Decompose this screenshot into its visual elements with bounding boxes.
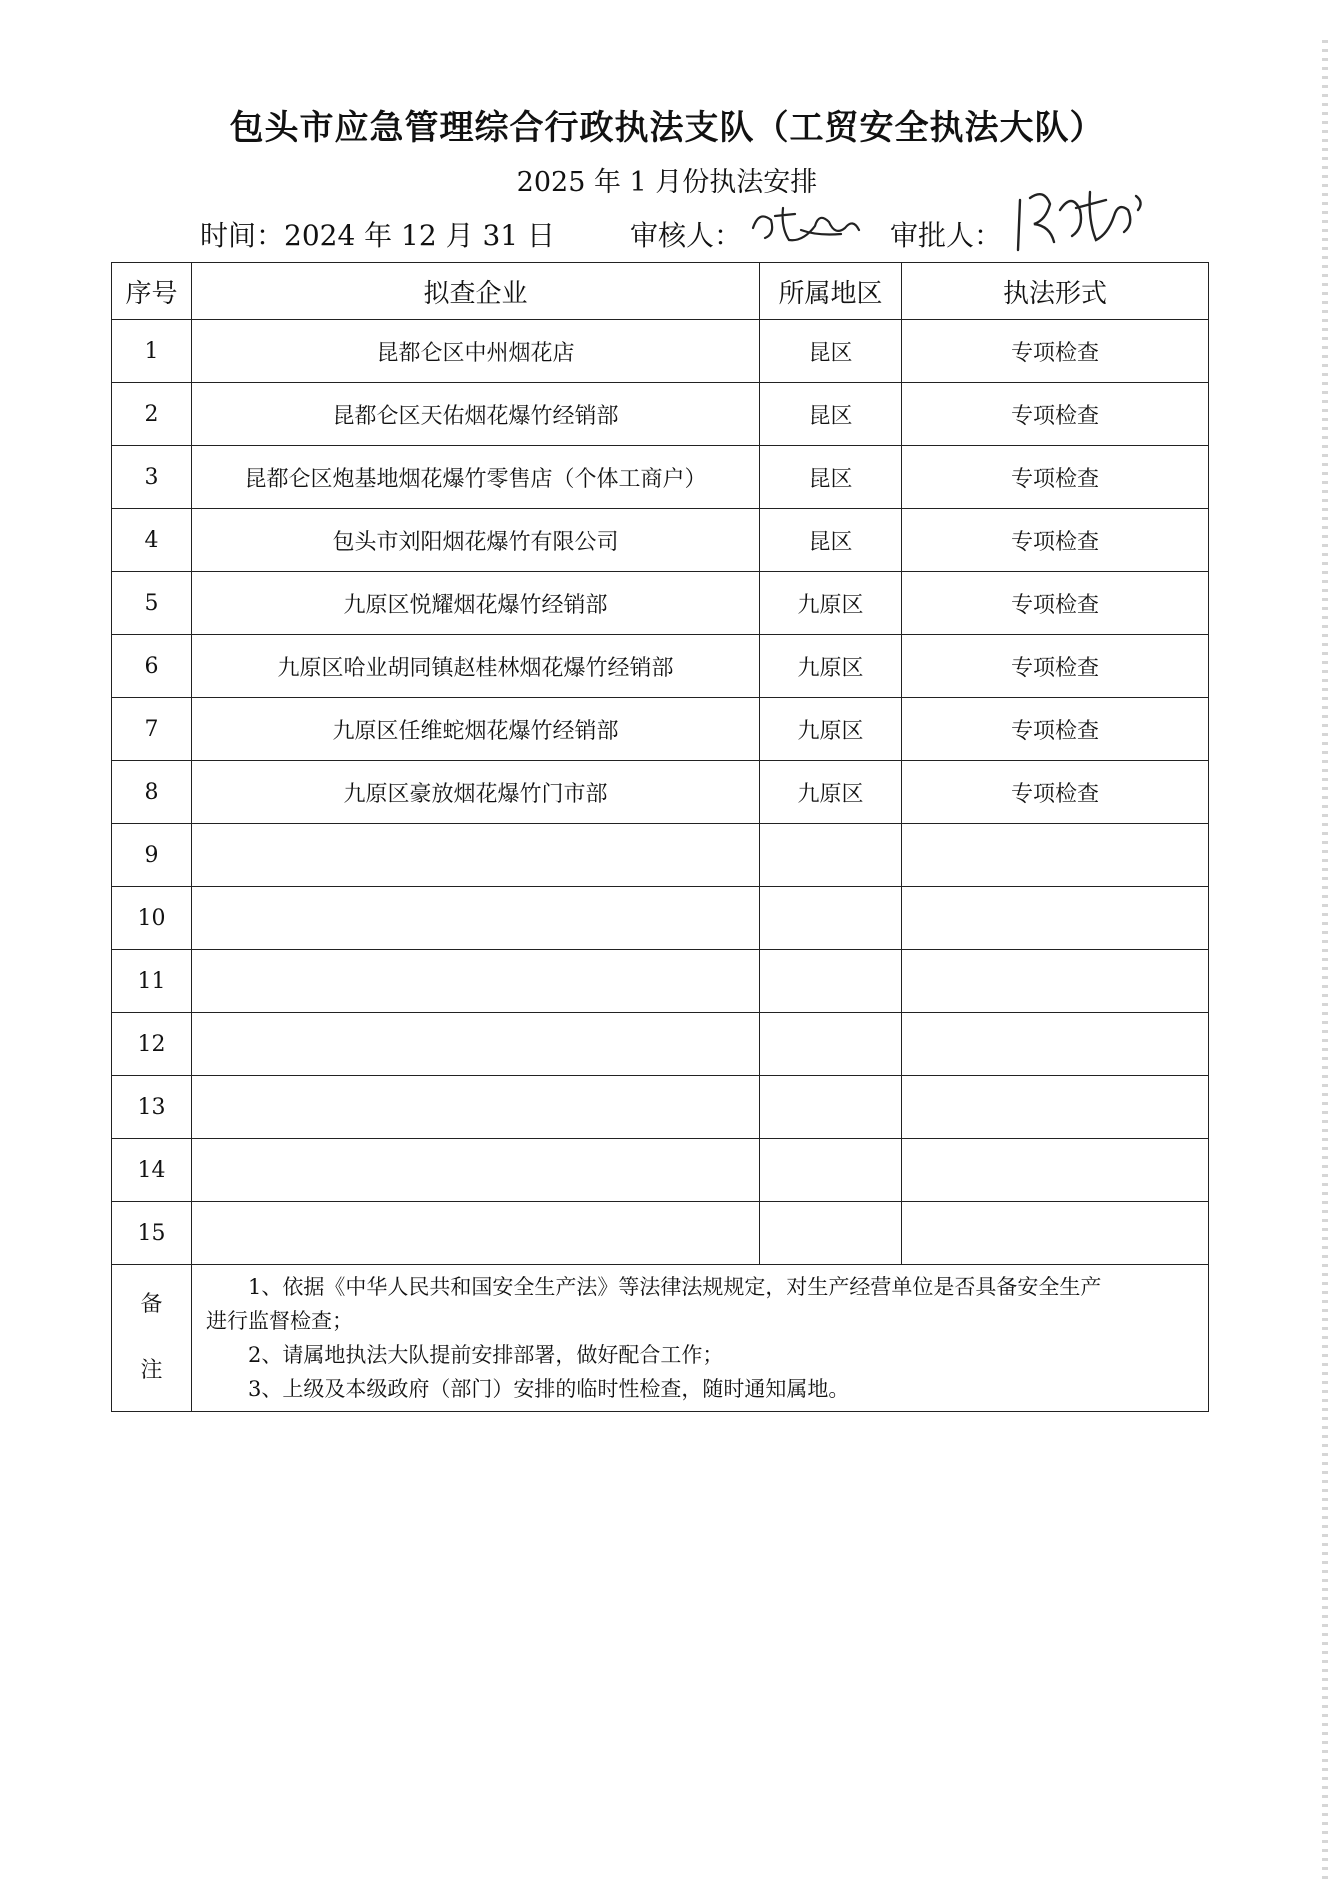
remarks-label-char-2: 注 (140, 1358, 163, 1383)
row-region: 九原区 (760, 698, 902, 761)
row-no: 1 (112, 320, 192, 383)
table-row (112, 1202, 1209, 1265)
row-company: 昆都仑区中州烟花店 (192, 320, 760, 383)
table-row (112, 320, 1209, 383)
scan-edge-artifact (1322, 40, 1328, 1880)
table-row (112, 509, 1209, 572)
row-region: 昆区 (760, 383, 902, 446)
table-row (112, 1013, 1209, 1076)
row-company (192, 1076, 760, 1139)
row-no: 8 (112, 761, 192, 824)
row-company: 九原区悦耀烟花爆竹经销部 (192, 572, 760, 635)
table-row (112, 383, 1209, 446)
row-region (760, 887, 902, 950)
remark-line-3: 3、上级及本级政府（部门）安排的临时性检查，随时通知属地。 (248, 1377, 850, 1401)
row-region (760, 1076, 902, 1139)
table-header-row (112, 263, 1209, 320)
table-row (112, 698, 1209, 761)
table-row (112, 446, 1209, 509)
header-region: 所属地区 (760, 263, 902, 320)
remark-line-1: 1、依据《中华人民共和国安全生产法》等法律法规规定，对生产经营单位是否具备安全生产 (248, 1275, 1102, 1299)
row-form (902, 887, 1209, 950)
row-region: 九原区 (760, 572, 902, 635)
row-company: 九原区哈业胡同镇赵桂林烟花爆竹经销部 (192, 635, 760, 698)
table-row (112, 761, 1209, 824)
page-title: 包头市应急管理综合行政执法支队（工贸安全执法大队） (229, 108, 1105, 148)
row-form: 专项检查 (902, 635, 1209, 698)
row-no: 11 (112, 950, 192, 1013)
remark-line-1-cont: 进行监督检查； (206, 1309, 353, 1333)
remarks-row (112, 1265, 1209, 1412)
table-row (112, 1076, 1209, 1139)
row-no: 4 (112, 509, 192, 572)
row-form (902, 950, 1209, 1013)
row-company: 九原区豪放烟花爆竹门市部 (192, 761, 760, 824)
row-company: 包头市刘阳烟花爆竹有限公司 (192, 509, 760, 572)
row-form: 专项检查 (902, 572, 1209, 635)
row-company (192, 1139, 760, 1202)
row-company: 九原区任维蛇烟花爆竹经销部 (192, 698, 760, 761)
table-row (112, 824, 1209, 887)
row-region (760, 1202, 902, 1265)
header-no: 序号 (112, 263, 192, 320)
row-region: 昆区 (760, 509, 902, 572)
row-company: 昆都仑区炮基地烟花爆竹零售店（个体工商户） (192, 446, 760, 509)
header-company: 拟查企业 (192, 263, 760, 320)
row-form: 专项检查 (902, 761, 1209, 824)
row-form: 专项检查 (902, 320, 1209, 383)
row-form (902, 1013, 1209, 1076)
reviewer-label: 审核人： (630, 219, 743, 252)
enforcement-schedule-table (111, 262, 1209, 1412)
row-company (192, 1202, 760, 1265)
row-region (760, 950, 902, 1013)
row-no: 3 (112, 446, 192, 509)
row-company (192, 824, 760, 887)
remark-line-2: 2、请属地执法大队提前安排部署，做好配合工作； (248, 1343, 724, 1367)
table-row (112, 635, 1209, 698)
remarks-label-char-1: 备 (140, 1292, 163, 1317)
row-form (902, 824, 1209, 887)
row-form (902, 1202, 1209, 1265)
row-form: 专项检查 (902, 698, 1209, 761)
approver-signature (1010, 180, 1150, 255)
row-no: 15 (112, 1202, 192, 1265)
row-company (192, 950, 760, 1013)
row-region: 昆区 (760, 320, 902, 383)
row-no: 2 (112, 383, 192, 446)
row-no: 14 (112, 1139, 192, 1202)
row-form (902, 1076, 1209, 1139)
row-company (192, 887, 760, 950)
date-line: 时间：2024 年 12 月 31 日 (200, 219, 556, 252)
reviewer-signature (745, 198, 865, 248)
approver-label: 审批人： (890, 219, 1003, 252)
row-no: 7 (112, 698, 192, 761)
row-region: 九原区 (760, 761, 902, 824)
remarks-content (192, 1265, 1209, 1412)
row-region: 九原区 (760, 635, 902, 698)
row-no: 6 (112, 635, 192, 698)
row-company: 昆都仑区天佑烟花爆竹经销部 (192, 383, 760, 446)
remarks-label (112, 1265, 192, 1412)
row-region: 昆区 (760, 446, 902, 509)
row-form: 专项检查 (902, 383, 1209, 446)
header-form: 执法形式 (902, 263, 1209, 320)
row-no: 13 (112, 1076, 192, 1139)
row-no: 10 (112, 887, 192, 950)
row-company (192, 1013, 760, 1076)
page-subtitle: 2025 年 1 月份执法安排 (516, 167, 818, 198)
row-no: 12 (112, 1013, 192, 1076)
row-form: 专项检查 (902, 446, 1209, 509)
row-region (760, 1013, 902, 1076)
row-region (760, 1139, 902, 1202)
table-row (112, 887, 1209, 950)
row-form: 专项检查 (902, 509, 1209, 572)
table-row (112, 572, 1209, 635)
row-region (760, 824, 902, 887)
row-no: 5 (112, 572, 192, 635)
table-row (112, 950, 1209, 1013)
row-no: 9 (112, 824, 192, 887)
row-form (902, 1139, 1209, 1202)
table-row (112, 1139, 1209, 1202)
